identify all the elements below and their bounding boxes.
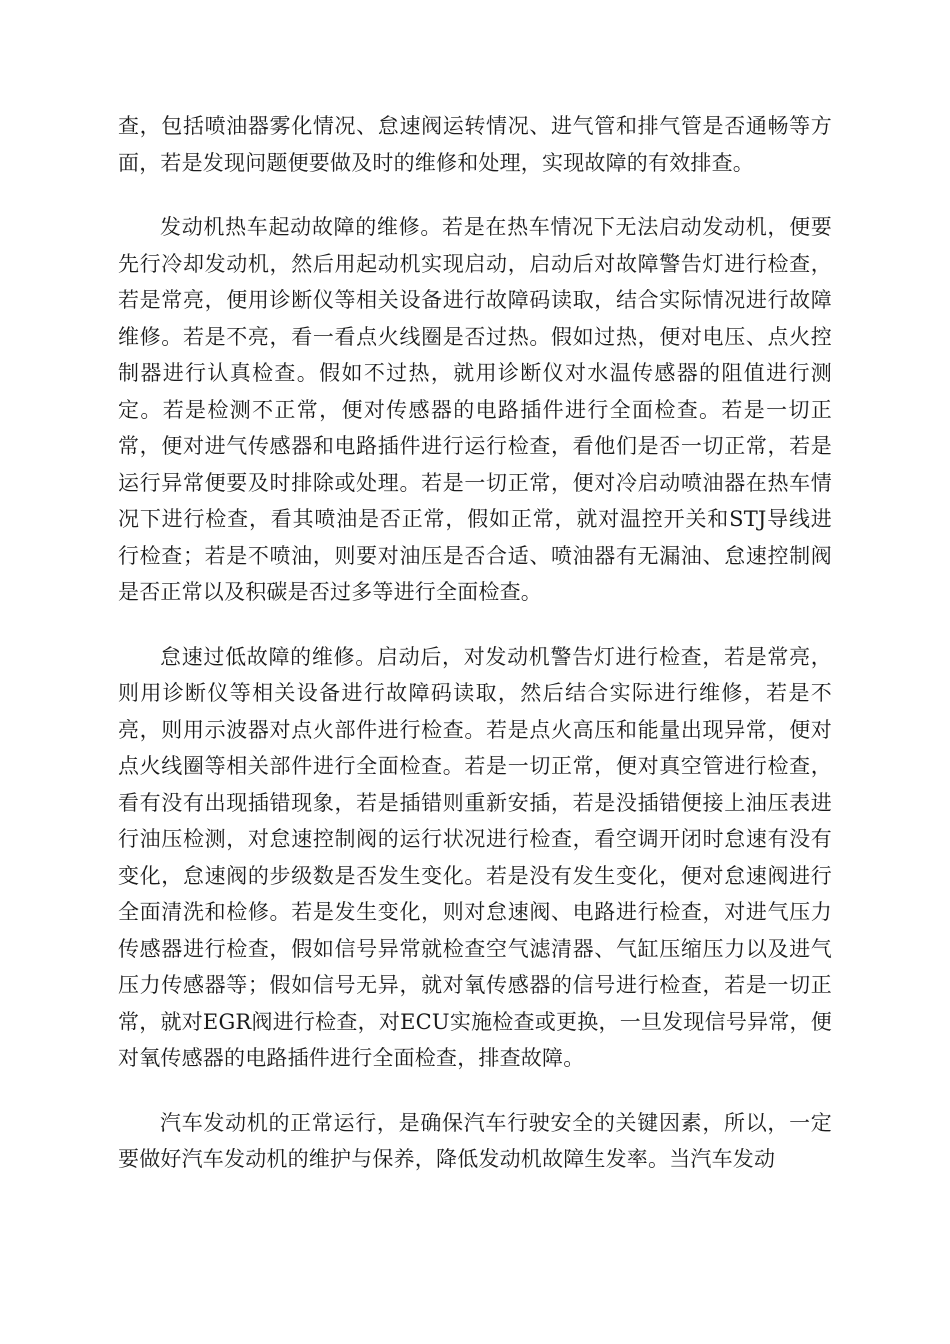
paragraph-hot-start-fault: 发动机热车起动故障的维修。若是在热车情况下无法启动发动机，便要先行冷却发动机，然后用起动机实现启动，启动后对故障警告灯进行检查，若是常亮，便用诊断仪等相关设备进行故障码读取，结合实际情况进行故障维修。若是不亮，看一看点火线圈是否过热。假如过热，便对电压、点火控制器进行认真检查。假如不过热，就用诊断仪对水温传感器的阻值进行测定。若是检测不正常，便对传感器的电路插件进行全面检查。若是一切正常，便对进气传感器和电路插件进行运行检查，看他们是否一切正常，若是运行异常便要及时排除或处理。若是一切正常，便对冷启动喷油器在热车情况下进行检查，看其喷油是否正常，假如正常，就对温控开关和STJ导线进行检查；若是不喷油，则要对油压是否合适、喷油器有无漏油、怠速控制阀是否正常以及积碳是否过多等进行全面检查。 (118, 215, 832, 604)
paragraph-inspection-continuation: 查，包括喷油器雾化情况、怠速阀运转情况、进气管和排气管是否通畅等方面，若是发现问题便要做及时的维修和处理，实现故障的有效排查。 (118, 114, 832, 175)
paragraph-conclusion: 汽车发动机的正常运行，是确保汽车行驶安全的关键因素，所以，一定要做好汽车发动机的维护与保养，降低发动机故障生发率。当汽车发动 (118, 1110, 832, 1171)
paragraph-low-idle-fault: 怠速过低故障的维修。启动后，对发动机警告灯进行检查，若是常亮，则用诊断仪等相关设备进行故障码读取，然后结合实际进行维修，若是不亮，则用示波器对点火部件进行检查。若是点火高压和能量出现异常，便对点火线圈等相关部件进行全面检查。若是一切正常，便对真空管进行检查，看有没有出现插错现象，若是插错则重新安插，若是没插错便接上油压表进行油压检测，对怠速控制阀的运行状况进行检查，看空调开闭时怠速有没有变化，怠速阀的步级数是否发生变化。若是没有发生变化，便对怠速阀进行全面清洗和检修。若是发生变化，则对怠速阀、电路进行检查，对进气压力传感器进行检查，假如信号异常就检查空气滤清器、气缸压缩压力以及进气压力传感器等；假如信号无异，就对氧传感器的信号进行检查，若是一切正常，就对EGR阀进行检查，对ECU实施检查或更换，一旦发现信号异常，便对氧传感器的电路插件进行全面检查，排查故障。 (118, 644, 832, 1070)
